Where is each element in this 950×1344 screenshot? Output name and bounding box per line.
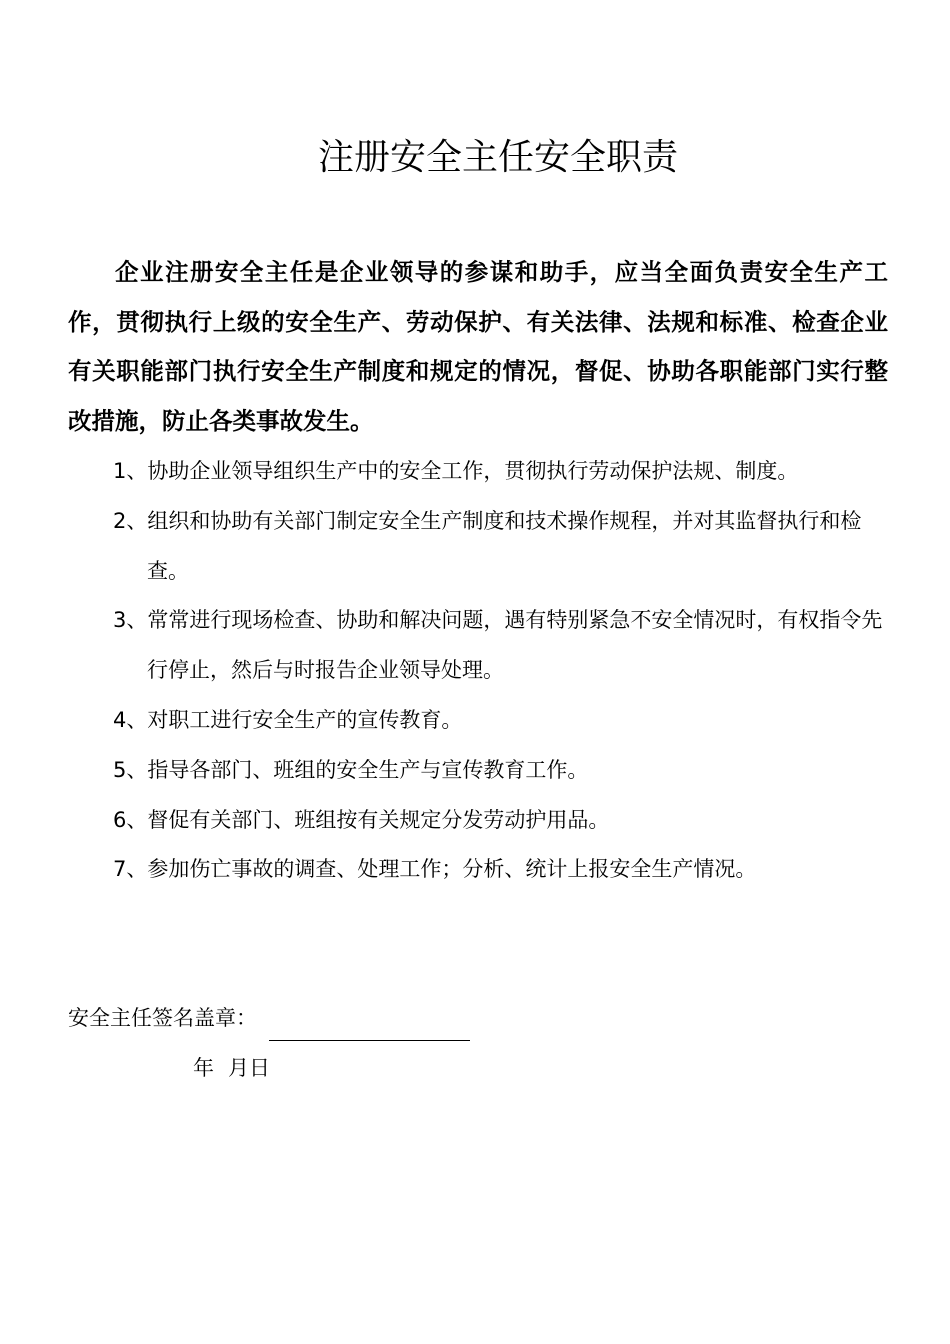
duty-item-4: 4、对职工进行安全生产的宣传教育。	[113, 707, 463, 732]
date-row	[193, 1048, 270, 1088]
intro-paragraph: 企业注册安全主任是企业领导的参谋和助手，应当全面负责安全生产工作，贯彻执行上级的安全生产、劳动保护、有关法律、法规和标准、检查企业有关职能部门执行安全生产制度和规定的情况，督促、协助各职能部门实行整改措施，防止各类事故发生。	[68, 258, 888, 435]
duty-item-6: 6、督促有关部门、班组按有关规定分发劳动护用品。	[113, 807, 610, 832]
document-title: 注册安全主任安全职责	[317, 137, 678, 178]
duty-item-5: 5、指导各部门、班组的安全生产与宣传教育工作。	[113, 757, 589, 782]
year-label: 年	[193, 1056, 214, 1080]
duty-item-7: 7、参加伤亡事故的调查、处理工作；分析、统计上报安全生产情况。	[113, 857, 757, 882]
duty-item-3: 3、常常进行现场检查、协助和解决问题，遇有特别紧急不安全情况时，有权指令先行停止，然后与时报告企业领导处理。	[113, 608, 883, 683]
month-day-label: 月日	[228, 1056, 270, 1080]
duty-item-1: 1、协助企业领导组织生产中的安全工作，贯彻执行劳动保护法规、制度。	[113, 459, 799, 483]
duties-list	[113, 447, 885, 895]
signature-line	[269, 1040, 470, 1041]
duty-item-2: 2、组织和协助有关部门制定安全生产制度和技术操作规程，并对其监督执行和检查。	[113, 508, 862, 583]
signature-label: 安全主任签名盖章：	[68, 1006, 257, 1030]
